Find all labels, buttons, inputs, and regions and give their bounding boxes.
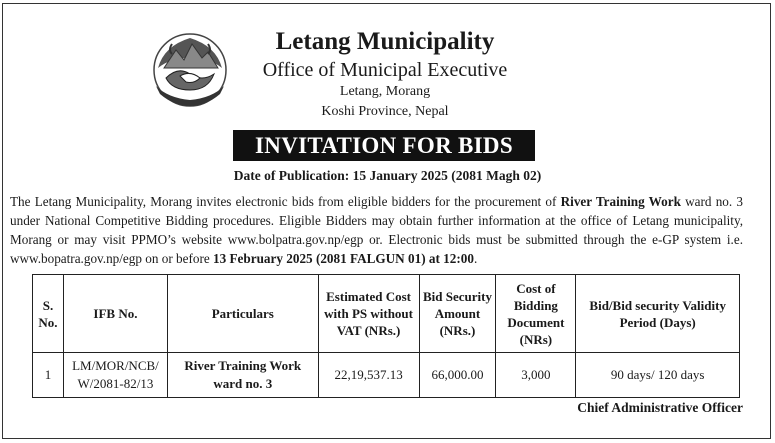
cell-bid-security: 66,000.00 [419, 353, 496, 398]
publication-date: Date of Publication: 15 January 2025 (2081 Magh 02) [233, 168, 542, 183]
bid-table [32, 274, 740, 398]
organization-name: Letang Municipality [275, 28, 495, 55]
cell-sn: 1 [33, 353, 64, 398]
header-bid-security: Bid Security Amount (NRs.) [419, 275, 496, 353]
header-estimated-cost: Estimated Cost with PS without VAT (NRs.) [318, 275, 419, 353]
submission-deadline: 13 February 2025 (2081 FALGUN 01) at 12:00 [213, 251, 474, 266]
cell-estimated-cost: 22,19,537.13 [318, 353, 419, 398]
header-validity-period: Bid/Bid security Validity Period (Days) [576, 275, 740, 353]
header-sn: S. No. [33, 275, 64, 353]
office-name: Office of Municipal Executive [262, 59, 508, 81]
work-name: River Training Work [560, 194, 681, 209]
header-ifb-no: IFB No. [63, 275, 167, 353]
address-line-1: Letang, Morang [339, 84, 431, 99]
header-document-cost: Cost of Bidding Document (NRs) [496, 275, 576, 353]
cell-particulars: River Training Work ward no. 3 [167, 353, 318, 398]
cell-ifb-no: LM/MOR/NCB/ W/2081-82/13 [63, 353, 167, 398]
notice-text-1: The Letang Municipality, Morang invites electronic bids from eligible bidders for the procurement of [10, 194, 561, 209]
table-header-row [33, 275, 740, 353]
signatory-title: Chief Administrative Officer [577, 400, 743, 415]
notice-paragraph [10, 192, 743, 268]
notice-text-3: . [473, 251, 478, 266]
nepal-emblem-icon [150, 28, 230, 108]
table-row [33, 353, 740, 398]
header-particulars: Particulars [167, 275, 318, 353]
notice-text-2: ward no. 3 under National Competitive Bidding procedures. Eligible Bidders may obtain further information at the office of Letang municipality, Morang or may visit PPMO’s website www.bolpatra.gov.np/egp or. Electronic bids must be submitted through the e-GP system i.e. www.bopatra.gov.np/egp on or before [10, 194, 743, 266]
address-line-2: Koshi Province, Nepal [321, 104, 449, 119]
cell-document-cost: 3,000 [496, 353, 576, 398]
header-block [245, 28, 525, 122]
invitation-banner: INVITATION FOR BIDS [233, 130, 535, 161]
cell-validity-period: 90 days/ 120 days [576, 353, 740, 398]
